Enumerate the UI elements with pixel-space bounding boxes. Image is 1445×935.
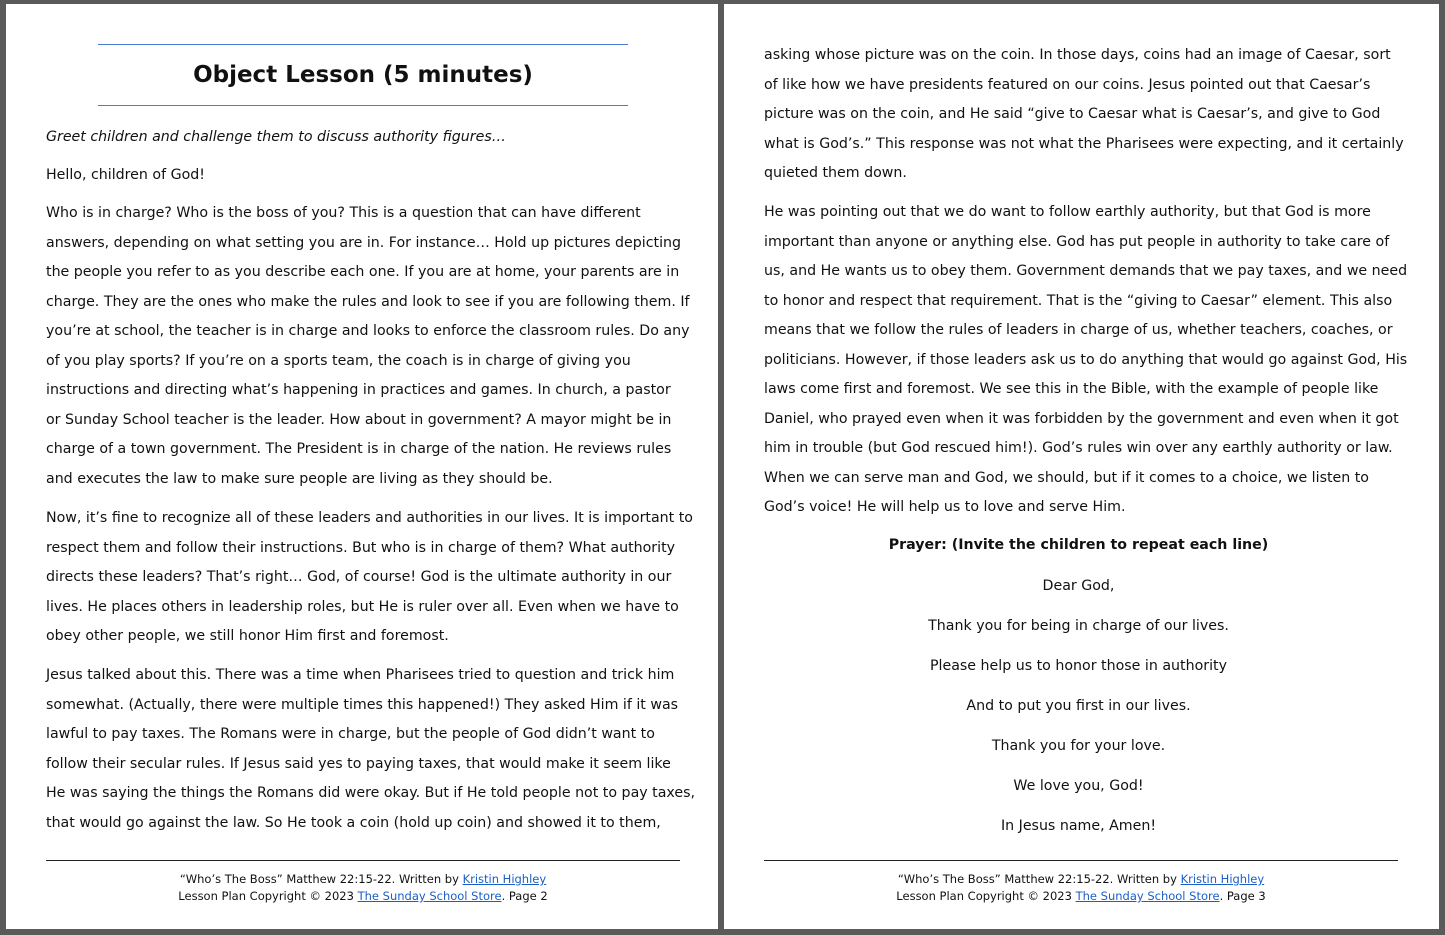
prayer-line: We love you, God! bbox=[1013, 778, 1144, 794]
footer-copyright: Lesson Plan Copyright © 2023 bbox=[178, 889, 358, 903]
footer-citation: “Who’s The Boss” Matthew 22:15-22. Written by bbox=[179, 872, 463, 886]
text-line: instructions and directing what’s happening in practices and games. In church, a pastor bbox=[46, 382, 671, 398]
prayer-line: Please help us to honor those in authority bbox=[929, 658, 1228, 674]
page-title: Object Lesson (5 minutes) bbox=[193, 62, 533, 88]
store-link[interactable]: The Sunday School Store bbox=[1075, 889, 1220, 903]
prayer-line: Dear God, bbox=[1042, 578, 1115, 594]
text-line: picture was on the coin, and He said “give to Caesar what is Caesar’s, and give to God bbox=[764, 106, 1381, 122]
text-line: Who is in charge? Who is the boss of you? This is a question that can have different bbox=[46, 205, 641, 221]
text-line: him in trouble (but God rescued him!). God’s rules win over any earthly authority or law. bbox=[764, 440, 1393, 456]
text-line: and executes the law to make sure people are living as they should be. bbox=[46, 470, 553, 487]
text-line: God’s voice! He will help us to love and serve Him. bbox=[764, 499, 1126, 515]
text-line: He was pointing out that we do want to follow earthly authority, but that God is more bbox=[764, 204, 1371, 220]
title-block bbox=[98, 44, 628, 106]
prayer-line: And to put you first in our lives. bbox=[966, 698, 1191, 714]
prayer-line: Thank you for being in charge of our lives. bbox=[928, 618, 1229, 634]
footer-line-2 bbox=[764, 888, 1398, 905]
text-line: politicians. However, if those leaders ask us to do anything that would go against God, His bbox=[764, 351, 1408, 368]
text-line: follow their secular rules. If Jesus said yes to paying taxes, that would make it seem like bbox=[46, 755, 671, 772]
text-line: asking whose picture was on the coin. In those days, coins had an image of Caesar, sort bbox=[764, 47, 1391, 63]
page-3 bbox=[724, 4, 1439, 929]
author-link[interactable]: Kristin Highley bbox=[462, 872, 547, 886]
text-line: that would go against the law. So He took a coin (hold up coin) and showed it to them, bbox=[46, 814, 661, 831]
text-line: He was saying the things the Romans did were okay. But if He told people not to pay taxes, bbox=[46, 785, 696, 801]
text-line: important than anyone or anything else. God has put people in authority to take care of bbox=[764, 233, 1390, 250]
text-line: lawful to pay taxes. The Romans were in charge, but the people of God didn’t want to bbox=[46, 726, 655, 742]
greeting-text: Hello, children of God! bbox=[46, 167, 205, 183]
page-number: . Page 2 bbox=[501, 889, 548, 903]
text-line: Daniel, who prayed even when it was forbidden by the government and even when it got bbox=[764, 410, 1399, 427]
text-line: lives. He places others in leadership roles, but He is ruler over all. Even when we have to bbox=[46, 598, 679, 615]
text-line: respect them and follow their instructions. But who is in charge of them? What authority bbox=[46, 539, 676, 556]
page-footer bbox=[764, 860, 1398, 905]
footer-copyright: Lesson Plan Copyright © 2023 bbox=[896, 889, 1076, 903]
text-line: the people you refer to as you describe each one. If you are at home, your parents are in bbox=[46, 264, 680, 280]
page-2 bbox=[6, 4, 718, 929]
text-line: of like how we have presidents featured on our coins. Jesus pointed out that Caesar’s bbox=[764, 76, 1371, 93]
author-link[interactable]: Kristin Highley bbox=[1180, 872, 1265, 886]
text-line: you’re at school, the teacher is in charge and looks to enforce the classroom rules. Do any bbox=[46, 323, 690, 339]
text-line: charge. They are the ones who make the rules and look to see if you are following them. If bbox=[46, 293, 690, 310]
prayer-line: Thank you for your love. bbox=[991, 738, 1166, 754]
text-line: answers, depending on what setting you are in. For instance… Hold up pictures depicting bbox=[46, 234, 682, 251]
paragraph-5 bbox=[764, 198, 1407, 523]
footer-line-1 bbox=[764, 871, 1398, 888]
footer-citation: “Who’s The Boss” Matthew 22:15-22. Written by bbox=[897, 872, 1181, 886]
paragraph-3 bbox=[46, 661, 695, 838]
text-line: charge of a town government. The President is in charge of the nation. He reviews rules bbox=[46, 441, 672, 457]
text-line: what is God’s.” This response was not what the Pharisees were expecting, and it certainly bbox=[764, 135, 1404, 152]
paragraph-1 bbox=[46, 199, 690, 494]
paragraph-4 bbox=[764, 41, 1404, 189]
text-line: When we can serve man and God, we should, but if it comes to a choice, we listen to bbox=[764, 469, 1369, 486]
text-line: means that we follow the rules of leaders in charge of us, whether teachers, coaches, or bbox=[764, 322, 1393, 338]
text-line: quieted them down. bbox=[764, 165, 907, 181]
prayer-heading: Prayer: (Invite the children to repeat each line) bbox=[888, 537, 1269, 553]
text-line: obey other people, we still honor Him first and foremost. bbox=[46, 628, 449, 644]
text-line: Now, it’s fine to recognize all of these leaders and authorities in our lives. It is important to bbox=[46, 510, 693, 526]
page-footer bbox=[46, 860, 680, 905]
text-line: directs these leaders? That’s right… God, of course! God is the ultimate authority in our bbox=[46, 569, 672, 585]
page-number: . Page 3 bbox=[1219, 889, 1266, 903]
paragraph-2 bbox=[46, 504, 693, 652]
instruction-text: Greet children and challenge them to discuss authority figures… bbox=[46, 129, 506, 145]
text-line: somewhat. (Actually, there were multiple times this happened!) They asked Him if it was bbox=[46, 696, 679, 713]
footer-line-1 bbox=[46, 871, 680, 888]
store-link[interactable]: The Sunday School Store bbox=[357, 889, 502, 903]
prayer-line: In Jesus name, Amen! bbox=[1000, 818, 1157, 834]
text-line: Jesus talked about this. There was a time when Pharisees tried to question and trick him bbox=[46, 667, 675, 683]
text-line: us, and He wants us to obey them. Government demands that we pay taxes, and we need bbox=[764, 263, 1408, 279]
text-line: laws come first and foremost. We see this in the Bible, with the example of people like bbox=[764, 381, 1379, 397]
text-line: to honor and respect that requirement. That is the “giving to Caesar” element. This also bbox=[764, 292, 1393, 309]
footer-line-2 bbox=[46, 888, 680, 905]
text-line: or Sunday School teacher is the leader. How about in government? A mayor might be in bbox=[46, 411, 672, 428]
text-line: of you play sports? If you’re on a sports team, the coach is in charge of giving you bbox=[46, 352, 631, 369]
